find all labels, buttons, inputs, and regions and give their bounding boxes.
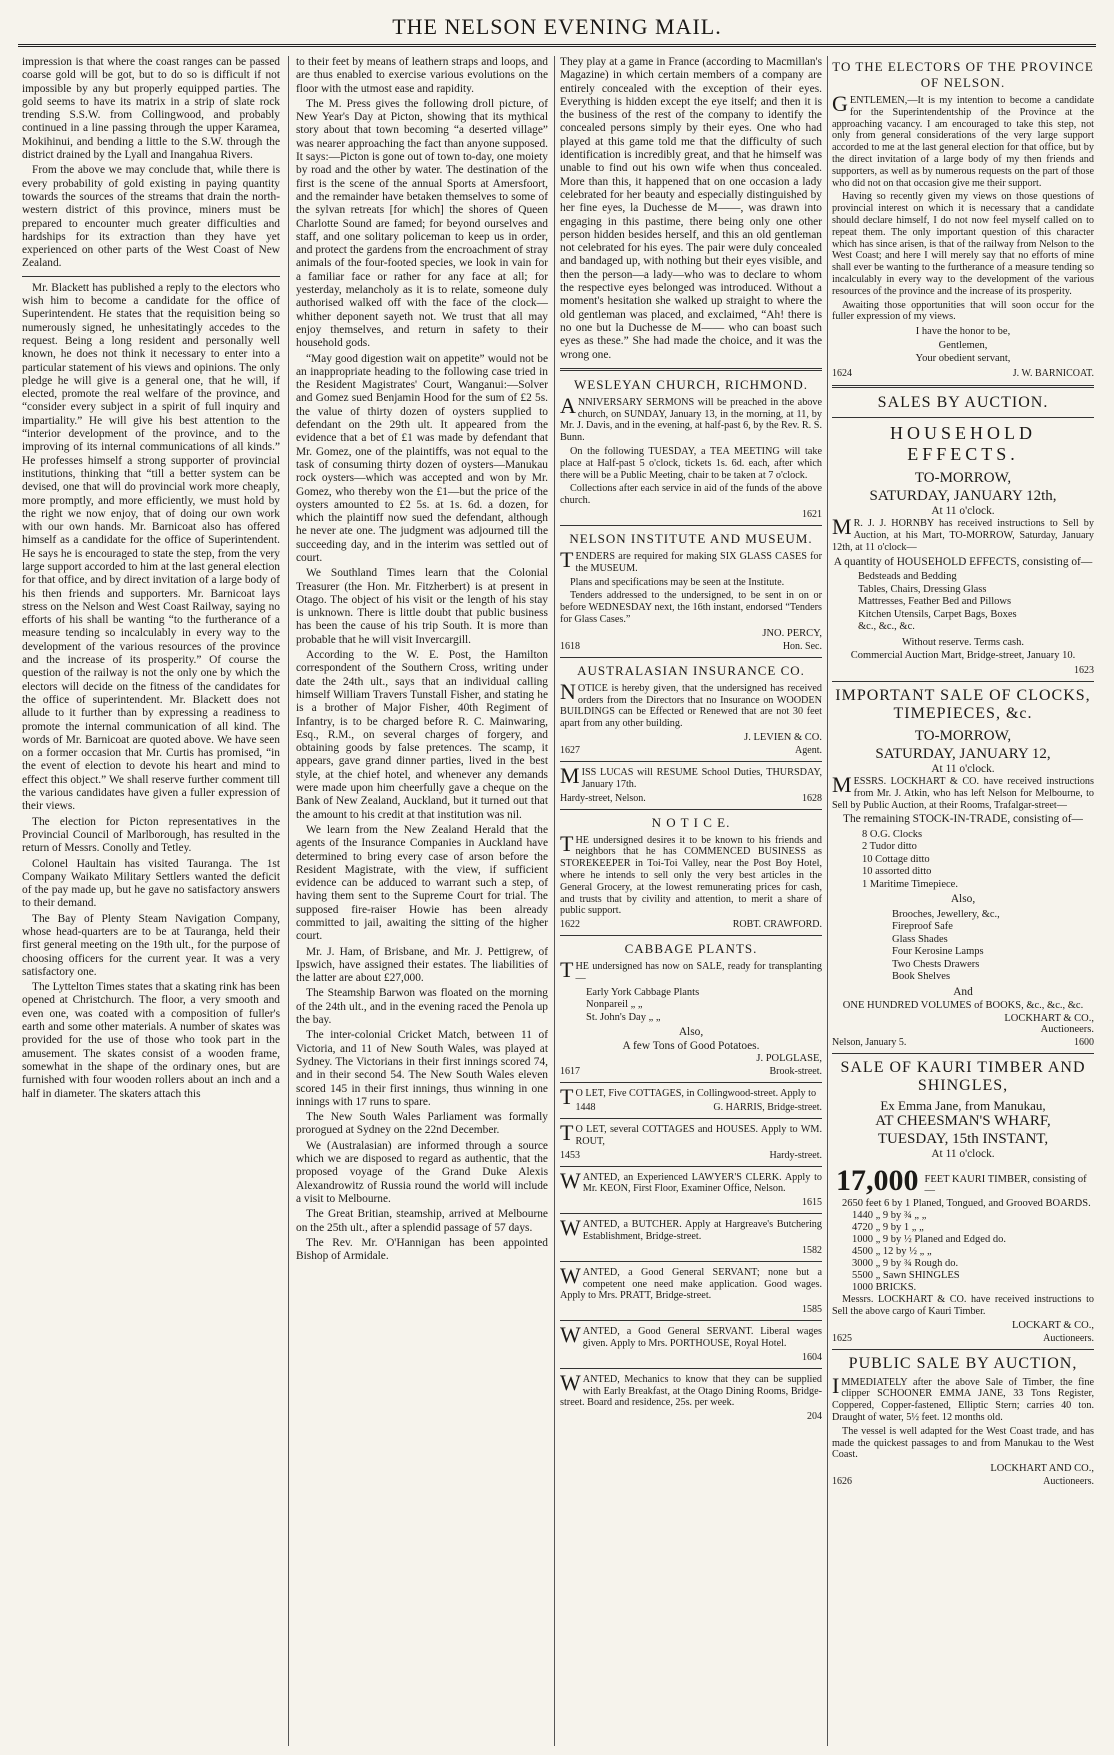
ad-separator xyxy=(560,1166,822,1167)
ad-text: MESSRS. LOCKHART & CO. have received instructions from Mr. J. Atkin, who has left Nelson for Melbourne, to Sell by Public Auction, at their Rooms, Trafalgar-street— xyxy=(832,772,1094,811)
ad-number: 204 xyxy=(807,1411,822,1423)
list-item: 1000 „ 9 by ½ Planed and Edged do. xyxy=(852,1233,1006,1245)
list-item: 2 Tudor ditto xyxy=(862,841,917,853)
ad-text: WANTED, a BUTCHER. Apply at Hargreave's Butchering Establishment, Bridge-street. xyxy=(560,1215,822,1243)
list-item: Tables, Chairs, Dressing Glass xyxy=(858,583,987,595)
ad-text: WANTED, a Good General SERVANT; none but a competent one need make application. Good wages. Apply to Mrs. PRATT, Bridge-street. xyxy=(560,1262,822,1302)
ad-separator xyxy=(560,761,822,762)
ad-text: Collections after each service in aid of the funds of the above church. xyxy=(560,483,822,507)
ad-text: WANTED, an Experienced LAWYER'S CLERK. Apply to Mr. KEON, First Floor, Examiner Office, Nelson. xyxy=(560,1167,822,1195)
article-paragraph: to their feet by means of leathern straps and loops, and are thus enabled to exercise various evolutions on the floor with the utmost ease and rapidity. xyxy=(296,56,548,95)
timber-line: 2650 feet 6 by 1 Planed, Tongued, and Grooved BOARDS. xyxy=(842,1197,1091,1209)
ad-text: TENDERS are required for making SIX GLASS CASES for the MUSEUM. xyxy=(560,547,822,574)
ad-time: At 11 o'clock. xyxy=(931,504,995,517)
ad-separator xyxy=(560,368,822,371)
kauri-ad xyxy=(832,1059,1094,1344)
ad-title: TO THE ELECTORS OF THE PROVINCE OF NELSON. xyxy=(832,59,1094,90)
small-ad xyxy=(560,1120,822,1161)
ad-subtitle: Ex Emma Jane, from Manukau, xyxy=(880,1097,1046,1113)
article-paragraph: The Bay of Plenty Steam Navigation Company, whose head-quarters are to be at Tauranga, held their first general meeting on the 19th ult., for the purpose of choosing officers for the current year. It was a very satisfactory one. xyxy=(22,912,280,978)
ad-title: CABBAGE PLANTS. xyxy=(624,941,758,957)
ad-role: Auctioneers. xyxy=(1043,1476,1094,1488)
small-ad xyxy=(560,1167,822,1209)
ad-separator xyxy=(560,1368,822,1369)
timber-description: FEET KAURI TIMBER, consisting of— xyxy=(924,1173,1087,1196)
list-item: 10 Cottage ditto xyxy=(862,853,930,865)
list-item: Early York Cabbage Plants xyxy=(586,986,700,998)
ad-separator xyxy=(560,1213,822,1214)
lucas-ad xyxy=(560,762,822,804)
ad-role: Agent. xyxy=(795,744,822,756)
ad-number: 1621 xyxy=(802,509,822,520)
ad-signer: J. POLGLASE, xyxy=(756,1053,822,1065)
small-ad xyxy=(560,1322,822,1363)
ad-number: 1600 xyxy=(1074,1036,1094,1048)
timber-quantity: 17,000 xyxy=(836,1163,919,1197)
article-paragraph: They play at a game in France (according to Macmillan's Magazine) in which certain members of a company are entirely concealed with the exception of their eyes. Everything is hidden except the eye itself; and then it is the business of the rest of the company to identify the concealed persons simply by their eyes. One who had played at this game told me that the difficulty of such identification is incredibly great, and that he himself was unable to find out his own wife when thus concealed. More than this, it happened that on one occasion a lady celebrated for her beauty and especially distinguished by her fine eyes, la Duchesse de M——, was drawn into engaging in this pastime, there being only one other person hidden besides herself, and this an old gentleman not celebrated for his eyes. The pair were duly concealed and bandaged up, with nothing but their eyes visible, and then the person—a lady—who was to declare to whom the respective eyes belonged was introduced. Without a moment's hesitation she walked up straight to where the old gentleman was placed, and exclaimed, “Ah! there is no one but la Duchesse de M—— who can boast such eyes as these.” She had made the choice, and it was the wrong one. xyxy=(560,56,822,361)
clocks-ad xyxy=(832,687,1094,1048)
ad-closing: Gentlemen, xyxy=(938,339,988,351)
ad-text: WANTED, a Good General SERVANT. Liberal wages given. Apply to Mrs. PORTHOUSE, Royal Hotel. xyxy=(560,1322,822,1349)
article-paragraph: We Southland Times learn that the Colonial Treasurer (the Hon. Mr. Fitzherbert) is at present in Otago. The object of his visit or the length of his stay is unknown. There is little doubt that public business has been the cause of his trip South. It is more than probable that he will visit Invercargill. xyxy=(296,567,548,646)
ad-title: AUSTRALASIAN INSURANCE CO. xyxy=(577,662,805,678)
ad-also: Also, xyxy=(950,893,976,906)
ad-number: 1623 xyxy=(1074,664,1094,676)
column-divider xyxy=(288,56,289,1746)
article-paragraph: The Rev. Mr. O'Hannigan has been appointed Bishop of Armidale. xyxy=(296,1236,548,1263)
ad-title: HOUSEHOLD EFFECTS. xyxy=(890,422,1036,464)
ad-separator xyxy=(560,657,822,658)
article-paragraph: The Great Britian, steamship, arrived at Melbourne on the 25th ult., after a splendid passage of 57 days. xyxy=(296,1208,548,1234)
list-item: Brooches, Jewellery, &c., xyxy=(892,908,1000,920)
ad-text: MISS LUCAS will RESUME School Duties, THURSDAY, January 17th. xyxy=(560,762,822,790)
list-item: 3000 „ 9 by ¾ Rough do. xyxy=(852,1257,959,1269)
article-paragraph: From the above we may conclude that, while there is every probability of gold existing in paying quantity towards the sources of the streams that drain the north-western district of this province, miners must be prepared to encounter much greater difficulties and hardships for its extraction than they have yet experienced on other parts of the West Coast of New Zealand. xyxy=(22,164,280,270)
article-paragraph: The M. Press gives the following droll picture, of New Year's Day at Picton, showing that its mythical story about that town becoming “a deserted village” was nearer approaching the fact than anyone supposed. It says:—Picton is gone out of town to-day, one moiety by road and the other by water. The destination of the first is the scene of the annual Sports at Amersfoort, and the remainder have betaken themselves to some of the sylvan retreats [for which] the shores of Queen Charlotte Sound are famed; for beyond ourselves and staff, and one solitary policeman to keep us in order, and protect the gardens from the encroachment of stray animals of the four-footed species, we look in vain for a familiar face or rather for any face at all; for yesterday, melancholy as it is to relate, someone duly authorised walked off with the face of the clock—whither deponent sayeth not. We trust that all may enjoy themselves, and return in safety to their household gods. xyxy=(296,97,548,350)
list-item: 8 O.G. Clocks xyxy=(862,828,923,840)
ad-text: WANTED, Mechanics to know that they can be supplied with Early Breakfast, at the Otago Dining Rooms, Bridge-street. Board and residence, 25s. per week. xyxy=(560,1369,822,1409)
ad-title: WESLEYAN CHURCH, RICHMOND. xyxy=(573,376,808,392)
column-1 xyxy=(22,56,280,1746)
ad-books: ONE HUNDRED VOLUMES of BOOKS, &c., &c., &c. xyxy=(842,1000,1084,1012)
ad-lead: The remaining STOCK-IN-TRADE, consisting of— xyxy=(843,813,1083,826)
ad-number: 1582 xyxy=(802,1244,822,1256)
ad-title: IMPORTANT SALE OF CLOCKS, TIMEPIECES, &c. xyxy=(835,686,1091,722)
ad-address: Commercial Auction Mart, Bridge-street, January 10. xyxy=(850,650,1076,662)
ad-extra: A few Tons of Good Potatoes. xyxy=(622,1039,760,1052)
newspaper-title: THE NELSON EVENING MAIL. xyxy=(392,14,722,39)
ad-number: 1453 xyxy=(560,1149,580,1161)
ad-signer: LOCKART & CO., xyxy=(1011,1319,1094,1331)
column-4 xyxy=(832,56,1094,1746)
list-item: Kitchen Utensils, Carpet Bags, Boxes xyxy=(858,608,1017,620)
ad-number: 1625 xyxy=(832,1332,852,1344)
ad-separator xyxy=(560,1118,822,1119)
ad-number: 1604 xyxy=(802,1351,822,1363)
ad-signer: J. W. BARNICOAT. xyxy=(1012,367,1094,379)
ad-separator xyxy=(560,1082,822,1083)
list-item: St. John's Day „ „ xyxy=(586,1011,661,1023)
ad-text: MR. J. J. HORNBY has received instructions to Sell by Auction, at his Mart, TO-MORROW, Saturday, January 12th, at 11 o'clock— xyxy=(832,514,1094,553)
ad-title: PUBLIC SALE BY AUCTION, xyxy=(848,1354,1078,1372)
notice-ad xyxy=(560,815,822,931)
ad-signer: JNO. PERCY, xyxy=(762,627,822,639)
ad-address: Brook-street. xyxy=(769,1066,822,1078)
list-item: 1440 „ 9 by ¾ „ „ xyxy=(852,1209,927,1221)
cabbage-ad xyxy=(560,941,822,1077)
masthead xyxy=(0,0,1114,48)
ad-address: Nelson, January 5. xyxy=(832,1036,907,1048)
ad-text: Having so recently given my views on those questions of provincial interest on which it is necessary that a candidate should declare himself, I do not now feel myself called on to repeat them. The only important question of this character which has since arisen, is that of the railway from Nelson to the West Coast; and here I will merely say that no efforts of mine shall ever be wanting to the furtherance of a measure tending so incalculably in every way to the development of the various resources of the province and the increase of its prosperity. xyxy=(832,191,1094,297)
list-item: Nonpareil „ „ xyxy=(586,999,643,1011)
article-paragraph: Colonel Haultain has visited Tauranga. The 1st Company Waikato Military Settlers wanted the deficit of the pay made up, but he gave no satisfactory answers to their demand. xyxy=(22,857,280,910)
article-paragraph: Mr. J. Ham, of Brisbane, and Mr. J. Pettigrew, of Ipswich, have assigned their estates. The liabilities of the latter are about £27,000. xyxy=(296,945,548,985)
ad-text: Plans and specifications may be seen at the Institute. xyxy=(570,576,785,588)
column-divider xyxy=(827,56,828,1746)
column-3 xyxy=(560,56,822,1746)
ad-separator xyxy=(832,385,1094,388)
small-ad xyxy=(560,1084,822,1114)
ad-role: Auctioneers. xyxy=(1043,1332,1094,1344)
ad-and: And xyxy=(953,985,973,998)
small-ad xyxy=(560,1369,822,1423)
ad-signer: Hardy-street. xyxy=(769,1149,822,1161)
ad-separator xyxy=(832,1053,1094,1054)
column-2 xyxy=(296,56,548,1746)
ad-text: ANNIVERSARY SERMONS will be preached in the above church, on SUNDAY, January 13, in the morning, at 11, by Mr. J. Davis, and in the evening, at half-past 6, by the Rev. R. S. Bunn. xyxy=(560,392,822,444)
list-item: 1 Maritime Timepiece. xyxy=(862,878,958,890)
list-item: 10 assorted ditto xyxy=(862,866,932,878)
ad-date: TO-MORROW, xyxy=(914,469,1012,486)
article-paragraph: We learn from the New Zealand Herald that the agents of the Insurance Companies in Auckland have determined to bring every case of arson before the Resident Magistrate, with the view, if sufficient evidence can be adduced to warrant such a step, of having them sent to the Supreme Court for trial. The supposed fire-raiser Howie has been already committed to jail, awaiting the sitting of the higher court. xyxy=(296,823,548,943)
ad-address: Hardy-street, Nelson. xyxy=(560,792,646,804)
ad-title: SALE OF KAURI TIMBER AND SHINGLES, xyxy=(840,1058,1086,1094)
ad-number: 1622 xyxy=(560,919,580,931)
ad-also: Also, xyxy=(678,1026,704,1039)
ad-terms: Without reserve. Terms cash. xyxy=(902,636,1024,648)
ad-separator xyxy=(560,525,822,526)
insurance-ad xyxy=(560,663,822,756)
ad-title: NELSON INSTITUTE AND MUSEUM. xyxy=(569,531,813,546)
small-ad xyxy=(560,1215,822,1256)
ad-role: Hon. Sec. xyxy=(782,640,822,652)
article-paragraph: The inter-colonial Cricket Match, between 11 of Victoria, and 11 of New South Wales, was played at Sydney. The Victorians in their first innings scored 74, and in their second 54. The New South Wales eleven scored 145 in their first innings, thus winning in one innings with 17 runs to spare. xyxy=(296,1029,548,1108)
ad-text: NOTICE is hereby given, that the undersigned has received orders from the Directors that no Insurance on WOODEN BUILDINGS can be Effected or Renewed that are not 30 feet apart from any other building. xyxy=(560,678,822,730)
ad-text: GENTLEMEN,—It is my intention to become a candidate for the Superintendentship of the Province at the approaching vacancy. I am encouraged to take this step, not only from general considerations of the very large support accorded to me at the last general election for that office, but by the direct invitation of a large body of my then friends and supporters, as well as by numerous requests on the part of those who did not on that occasion give me their support. xyxy=(832,91,1094,189)
ad-date: TUESDAY, 15th INSTANT, xyxy=(877,1131,1049,1148)
ad-text: Tenders addressed to the undersigned, to be sent in on or before WEDNESDAY next, the 16th instant, endorsed “Tenders for Glass Cases.” xyxy=(560,590,822,625)
article-paragraph: The Lyttelton Times states that a skating rink has been opened at Christchurch. The floor, a very smooth and even one, was coated with a composition of fuller's earth and some other materials. A number of skates was provided for the use of those who took part in the amusement. The skates consist of a wooden frame, somewhat in the shape of the ordinary ones, but are furnished with four wooden rollers about an inch and a half in diameter. The skaters attach this xyxy=(22,981,280,1100)
ad-number: 1627 xyxy=(560,744,580,756)
ad-time: At 11 o'clock. xyxy=(931,1148,995,1161)
ad-separator xyxy=(560,1261,822,1262)
list-item: Four Kerosine Lamps xyxy=(892,946,984,958)
list-item: Glass Shades xyxy=(892,933,948,945)
ad-time: At 11 o'clock. xyxy=(931,762,995,775)
list-item: Two Chests Drawers xyxy=(892,958,980,970)
ad-closing: Your obedient servant, xyxy=(915,353,1011,365)
ad-signer: J. LEVIEN & CO. xyxy=(744,731,822,743)
ad-number: 1448 xyxy=(575,1102,596,1114)
section-title: SALES BY AUCTION. xyxy=(877,393,1049,411)
list-item: 5500 „ Sawn SHINGLES xyxy=(852,1269,960,1281)
ad-separator xyxy=(560,1320,822,1321)
article-separator xyxy=(22,276,280,277)
list-item: &c., &c., &c. xyxy=(858,621,915,633)
article-paragraph: The Steamship Barwon was floated on the morning of the 24th ult., and in the evening raced the Penola up the bay. xyxy=(296,987,548,1027)
ad-text: The vessel is well adapted for the West Coast trade, and has made the quickest passages to and from Manukau to the West Coast. xyxy=(832,1425,1094,1461)
ad-text: TO LET, several COTTAGES and HOUSES. Apply to WM. ROUT, xyxy=(560,1120,822,1147)
ad-closing: I have the honor to be, xyxy=(915,326,1011,338)
ad-separator xyxy=(832,1349,1094,1350)
small-ad xyxy=(560,1262,822,1316)
ad-number: 1615 xyxy=(802,1197,822,1209)
ad-date: SATURDAY, JANUARY 12, xyxy=(875,745,1051,762)
ad-number: 1628 xyxy=(802,792,822,804)
ad-signer: ROBT. CRAWFORD. xyxy=(732,919,822,931)
column-divider xyxy=(554,56,555,1746)
ad-number: 1617 xyxy=(560,1066,580,1078)
ad-number: 1626 xyxy=(832,1476,852,1488)
ad-separator xyxy=(560,809,822,810)
masthead-rule xyxy=(18,44,1096,47)
list-item: Bedsteads and Bedding xyxy=(858,571,957,583)
article-paragraph: Mr. Blackett has published a reply to the electors who wish him to become a candidate for the office of Superintendent. He states that the requisition being so numerously signed, he unhesitatingly accedes to the request. Being a long resident and personally well known, he does not think it necessary to enter into a particular statement of his views and opinions. The only pledge he will give is a general one, that he will, if elected, promote the real welfare of the province, and “consider every subject in a spirit of full inquiry and impartiality.” He will give his best attention to the “interior development of the province, and to the improving of its internal communications of all kinds.” He professes himself a strong supporter of provincial institutions, thinking that “till a better system can be devised, one that will do provincial work more cheaply, more promptly, and more efficiently, we must hold by the right we now enjoy, that of doing our own work with our own hands. Mr. Barnicoat also has offered himself as a candidate for the office of Superintendent. He says he is encouraged to state the step, from the very large support accorded to him at the last general election for that office, and by direct invitation of a large body of his then friends and supporters. Mr. Barnicoat lays stress on the Nelson and West Coast Railway, saying no efforts of his shall be wanting “to the furtherance of a measure tending so incalculably in every way to the development of the various resources of the province and the increase of its prosperity.” Of course the question of the railway is not the only one by which the electors will decide on the fitness of the candidates for the office of superintendent. Mr. Blackett does not allude to it further than by expressing a readiness to promote the internal communication of all kind. The words of Mr. Barnicoat are quoted above. We have seen on a former occasion that Mr. Curtis has promised, “in the event of election to devote his heart and mind to effect this object.” We shall reserve further comment till the various candidates have given a fuller expression of their views. xyxy=(22,281,280,813)
article-paragraph: According to the W. E. Post, the Hamilton correspondent of the Southern Cross, writing under date the 24th ult., says that an individual calling himself William Travers Tunstall Fisher, and stating he is a brother of Major Fisher, 40th Regiment of Infantry, is to be charged before R. C. Mainwaring, Esq., R.M., on several charges of forgery, and obtaining goods by false pretences. The scamp, it appears, gave grand dinner parties, lived in the best style, at the chief hotel, and whenever any demands were made upon him cheerfully gave a cheque on the Bank of New Zealand, Auckland, but it turned out that the amount to his credit at that institution was nil. xyxy=(296,649,548,821)
ad-text: Messrs. LOCKHART & CO. have received instructions to Sell the above cargo of Kauri Timber. xyxy=(832,1293,1094,1317)
list-item: Fireproof Safe xyxy=(892,921,953,933)
list-item: 4500 „ 12 by ½ „ „ xyxy=(852,1245,932,1257)
list-item: Mattresses, Feather Bed and Pillows xyxy=(858,596,1012,608)
article-paragraph: The election for Picton representatives in the Provincial Council of Marlborough, has resulted in the return of Messrs. Conolly and Tetley. xyxy=(22,815,280,855)
ad-text: On the following TUESDAY, a TEA MEETING will take place at Half-past 5 o'clock, tickets 1s. 6d. each, after which there will be a Public Meeting, chair to be taken at 7 o'clock. xyxy=(560,446,822,481)
article-paragraph: “May good digestion wait on appetite” would not be an inappropriate heading to the following case tried in the Resident Magistrates' Court, Wanganui:—Solver and Gomez sued Benjamin Hood for the sum of £2 5s. the value of thirty dozen of oysters supplied to defendant on the 29th ult. It appeared from the evidence that a bet of £1 was made by defendant that Mr. Gomez, one of the plaintiffs, was not equal to the task of consuming thirty dozen of oysters—Manukau rock oysters—which was accepted and won by Mr. Gomez, who thereby won the £1—but the price of the oysters amounted to £2 5s. at 1s. 6d. a dozen, for which the plaintiff now sued the defendant, although he never ate one. The judgment was adjourned till the succeeding day, and in the interim was settled out of court. xyxy=(296,352,548,564)
list-item: 4720 „ 9 by 1 „ „ xyxy=(852,1221,924,1233)
ad-text: Awaiting those opportunities that will soon occur for the fuller expression of my views. xyxy=(832,299,1094,323)
list-item: Book Shelves xyxy=(892,971,951,983)
ad-separator xyxy=(832,417,1094,418)
ad-title: N O T I C E. xyxy=(651,814,731,830)
list-item: 1000 BRICKS. xyxy=(852,1281,917,1293)
ad-lead: A quantity of HOUSEHOLD EFFECTS, consisting of— xyxy=(833,555,1093,568)
institute-ad xyxy=(560,531,822,652)
ad-number: 1618 xyxy=(560,640,580,652)
ad-place: AT CHEESMAN'S WHARF, xyxy=(875,1113,1051,1130)
ad-text: TO LET, Five COTTAGES, in Collingwood-street. Apply to xyxy=(560,1084,817,1110)
ad-signer: LOCKHART & CO., xyxy=(1004,1012,1094,1024)
ad-text: THE undersigned has now on SALE, ready for transplanting— xyxy=(560,957,822,984)
article-paragraph: impression is that where the coast ranges can be passed coarse gold will be got, but to do so is difficult if not impossible by any but properly equipped parties. The gold seems to have its matrix in a strip of slate rock trending S.S.W. from Collingwood, and probably continued in a line passing through the upper Karamea, Mokihinui, and bending a little to the S.W. through the district drained by the Lyall and Inangahua Rivers. xyxy=(22,56,280,162)
ad-date: TO-MORROW, xyxy=(914,727,1012,744)
ad-text: IMMEDIATELY after the above Sale of Timber, the fine clipper SCHOONER EMMA JANE, 33 Tons Register, Coppered, Copper-fastened, Elliptic Stern; carries 40 ton. Draught of water, 5½ feet. 12 months old. xyxy=(832,1372,1094,1423)
ad-signer: G. HARRIS, Bridge-street. xyxy=(713,1102,822,1114)
ad-number: 1624 xyxy=(832,367,852,379)
ad-separator xyxy=(560,935,822,936)
ad-number: 1585 xyxy=(802,1304,822,1316)
ad-role: Auctioneers. xyxy=(1040,1023,1094,1035)
article-paragraph: The New South Wales Parliament was formally prorogued at Sydney on the 22nd December. xyxy=(296,1111,548,1137)
wesleyan-ad xyxy=(560,377,822,520)
public-sale-ad xyxy=(832,1355,1094,1488)
ad-text: THE undersigned desires it to be known to his friends and neighbors that he has COMMENCED BUSINESS as STOREKEEPER in Toi-Toi Valley, near the Post Boy Hotel, where he intends to sell only the very best articles in the General Grocery, at the lowest remunerating prices for cash, and trusts that by civility and attention, to merit a share of public support. xyxy=(560,830,822,917)
household-ad xyxy=(832,423,1094,676)
ad-separator xyxy=(832,681,1094,682)
article-paragraph: We (Australasian) are informed through a source which we are disposed to regard as authentic, that the proposed voyage of the Grand Duke Alexis Alexandrowitz of Russia round the world will include a visit to Melbourne. xyxy=(296,1139,548,1205)
electors-ad xyxy=(832,59,1094,379)
ad-date: SATURDAY, JANUARY 12th, xyxy=(869,487,1057,504)
ad-signer: LOCKHART AND CO., xyxy=(990,1463,1094,1475)
